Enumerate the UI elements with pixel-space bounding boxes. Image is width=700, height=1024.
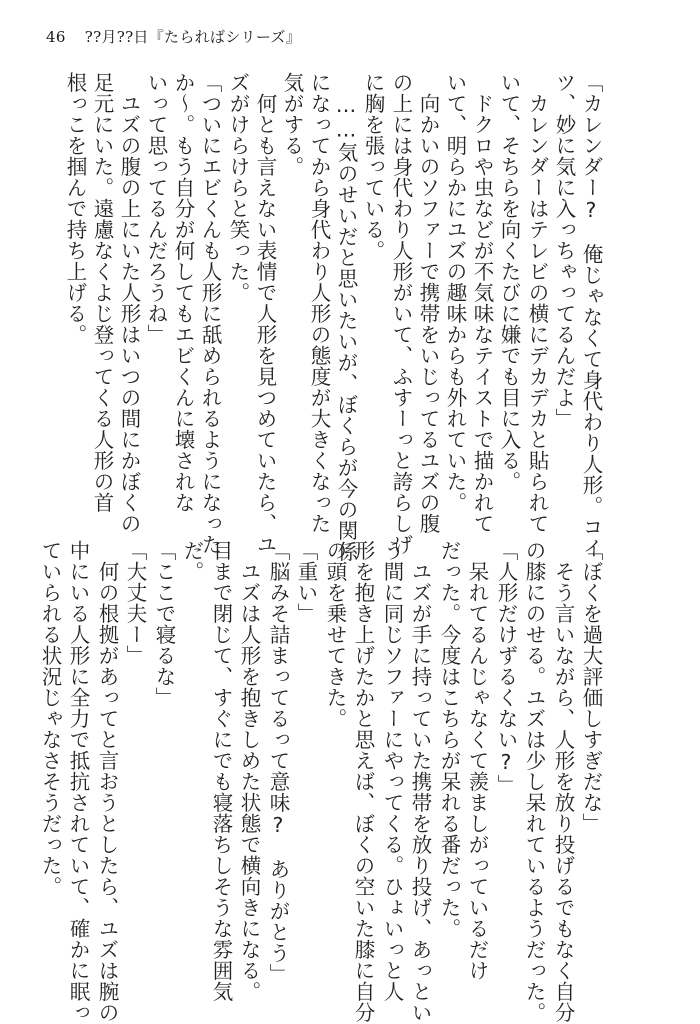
text-column: ……気のせいだと思いたいが、ぼくらが今の関係 [334,72,358,562]
text-column: 目まで閉じて、すぐにでも寝落ちしそうな雰囲気 [209,540,233,1002]
running-header [46,26,301,47]
text-column: ユズが手に持っていた携帯を放り投げ、あっとい [408,540,432,1023]
text-column: 気がする。 [280,72,304,177]
text-column: カレンダーはテレビの横にデカデカと貼られて [525,72,549,534]
text-column: ユズは人形を抱きしめた状態で横向きになる。 [237,540,261,1002]
top-text-tier [0,72,700,562]
text-column: 足元にいた。遠慮なくよじ登ってくる人形の首 [90,72,114,513]
text-column: 「脳みそ詰まってるって意味? ありがとう」 [266,540,290,985]
text-column: 中にいる人形に全力で抵抗されていて、確かに眠っ [66,540,90,1023]
text-column: う間に同じソファーにやってくる。ひょいっと人 [380,540,404,1002]
running-title: ??月??日『たらればシリーズ』 [84,28,301,46]
text-column: の上には身代わり人形がいて、ふすーっと誇らしげ [389,72,413,555]
text-column: 根っこを掴んで持ち上げる。 [63,72,87,345]
text-column: 「ここで寝るな」 [152,540,176,708]
text-column: だ。 [180,540,204,582]
text-column: 「カレンダー? 俺じゃなくて身代わり人形。コイ [579,72,603,559]
text-column: 何とも言えない表情で人形を見つめていたら、ユ [253,72,277,555]
text-column: 形を抱き上げたかと思えば、ぼくの空いた膝に自分 [351,540,375,1023]
text-column: ドクロや虫などが不気味なテイストで描かれて [470,72,494,534]
text-column: の膝にのせる。ユズは少し呆れているようだった。 [522,540,546,1023]
text-column: 向かいのソファーで携帯をいじってるユズの腹 [416,72,440,534]
text-column: ユズの腹の上にいた人形はいつの間にかぼくの [117,72,141,534]
text-column: 「人形だけずるくない?」 [494,540,518,796]
text-column: になってから身代わり人形の態度が大きくなった [307,72,331,534]
text-column: 「ぼくを過大評価しすぎだな」 [579,540,603,834]
text-column: いって思ってるんだろうね」 [144,72,168,345]
text-column: ズがけらけらと笑った。 [226,72,250,303]
page-number: 46 [46,28,66,46]
text-column: いて、そちらを向くたびに嫌でも目に入る。 [497,72,521,492]
text-column: ていられる状況じゃなさそうだった。 [38,540,62,897]
text-column: 何の根拠があってと言おうとしたら、ユズは腕の [95,540,119,1023]
text-column: に胸を張っている。 [361,72,385,261]
text-column: か〜。もう自分が何してもエビくんに壊されな [171,72,195,513]
text-column: 「重い」 [294,540,318,624]
text-column: 「大丈夫ー」 [123,540,147,666]
text-column: 「ついにエビくんも人形に舐められるようになった [198,72,222,555]
text-column: そう言いながら、人形を放り投げるでもなく自分 [551,540,575,1023]
text-column: ツ、妙に気に入っちゃってるんだよ」 [552,72,576,429]
bottom-text-tier [0,540,700,1023]
text-column: いて、明らかにユズの趣味からも外れていた。 [443,72,467,513]
text-column: 呆れてるんじゃなくて羨ましがっているだけ [465,540,489,981]
text-column: の頭を乗せてきた。 [323,540,347,729]
text-column: だった。今度はこちらが呆れる番だった。 [437,540,461,939]
